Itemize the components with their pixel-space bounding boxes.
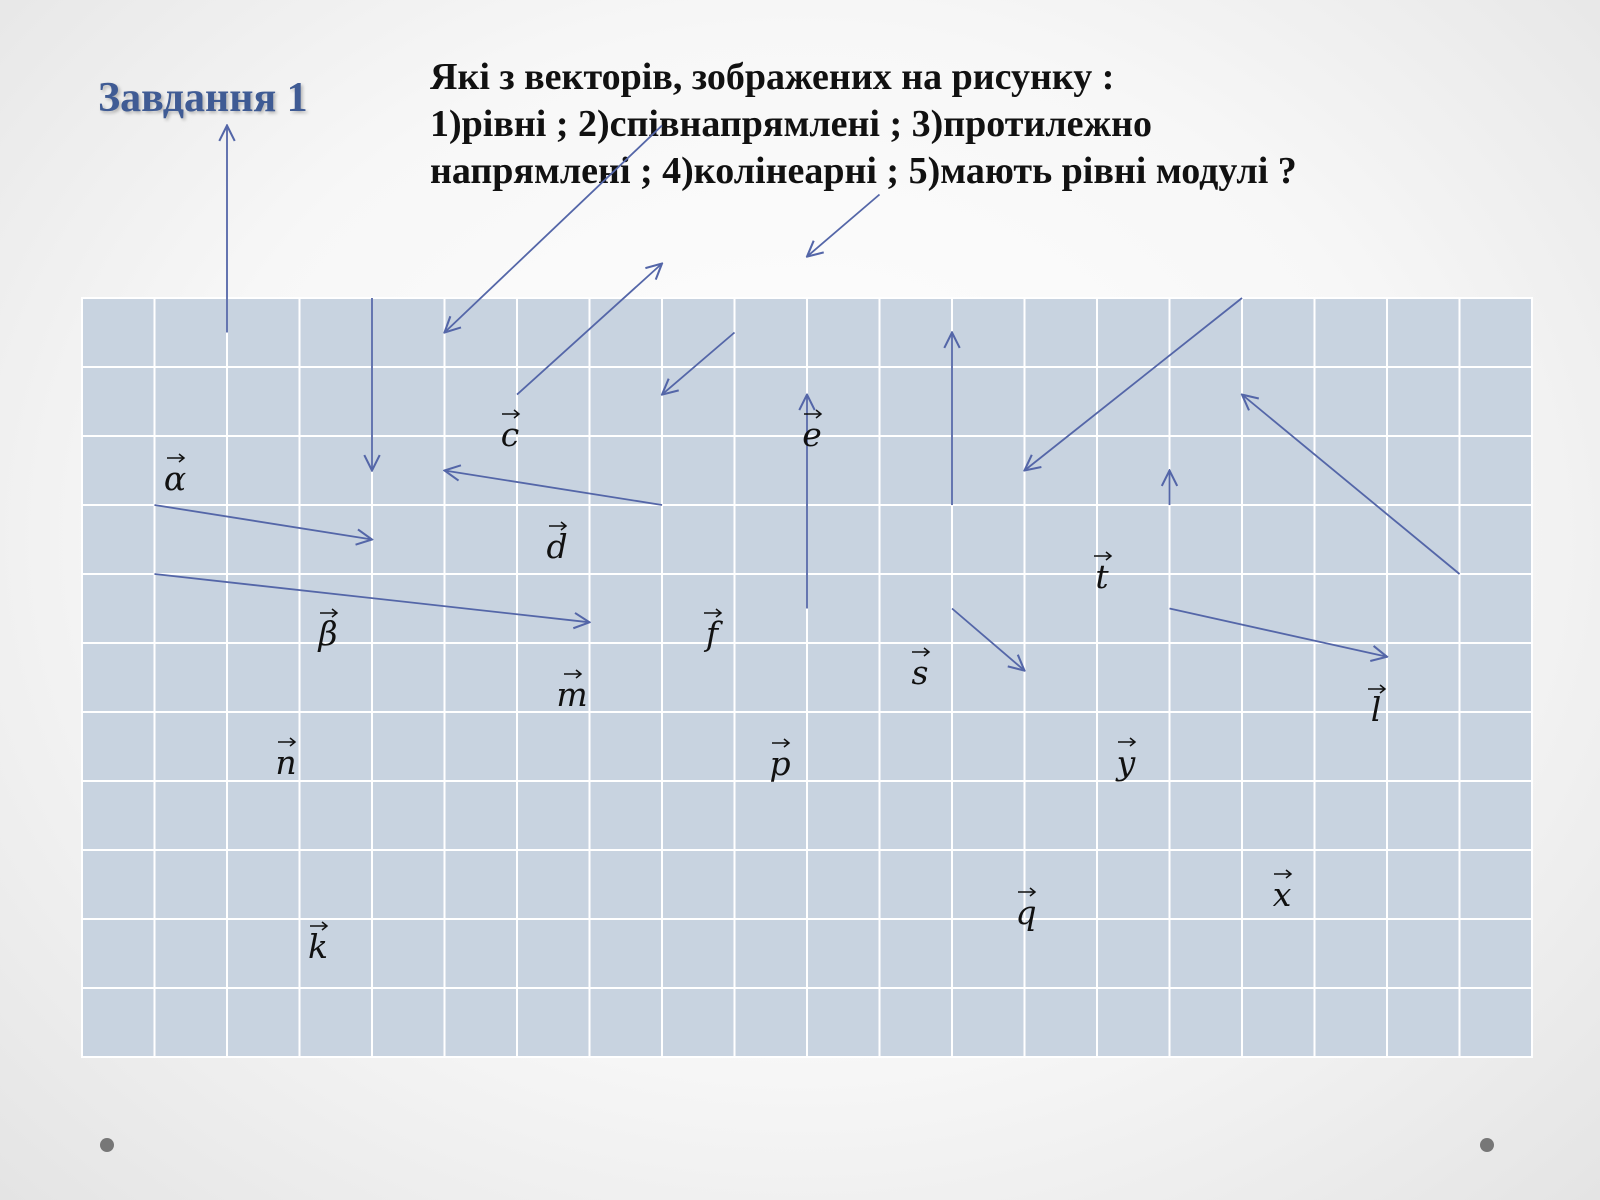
svg-text:q: q xyxy=(1015,893,1037,932)
vector-n-label xyxy=(275,738,296,782)
vector-alpha-label xyxy=(164,454,186,498)
svg-text:p: p xyxy=(769,744,791,783)
vector-y-label xyxy=(1115,738,1136,782)
svg-text:f: f xyxy=(705,614,719,653)
svg-text:x: x xyxy=(1272,875,1292,914)
question-line-2: 1)рівні ; 2)співнапрямлені ; 3)протилежно xyxy=(430,103,1152,145)
svg-text:e: e xyxy=(802,415,822,454)
vector-p-label xyxy=(769,739,790,783)
vector-x-label xyxy=(1273,870,1292,914)
vector-m-label xyxy=(556,670,587,714)
question-line-1: Які з векторів, зображених на рисунку : xyxy=(430,56,1115,98)
svg-text:y: y xyxy=(1116,743,1136,782)
slide-title: Завдання 1 xyxy=(98,75,308,121)
svg-text:α: α xyxy=(163,459,187,498)
vector-beta-label xyxy=(316,609,337,653)
svg-text:d: d xyxy=(546,527,568,566)
svg-text:β: β xyxy=(318,614,338,653)
vector-c-label xyxy=(501,410,519,454)
svg-text:t: t xyxy=(1095,557,1109,596)
vector-q-label xyxy=(1015,888,1036,932)
svg-text:l: l xyxy=(1370,690,1382,729)
vector-e-arrow xyxy=(807,195,880,257)
question-line-3: напрямлені ; 4)колінеарні ; 5)мають рівні модулі ? xyxy=(430,150,1297,192)
vector-s-label xyxy=(912,648,929,692)
svg-text:s: s xyxy=(911,653,929,692)
svg-text:n: n xyxy=(275,743,297,782)
vector-t-label xyxy=(1094,552,1111,596)
vector-d-label xyxy=(546,522,567,566)
svg-text:m: m xyxy=(556,675,588,714)
vector-e-label xyxy=(802,410,822,454)
left-bullet-dot xyxy=(100,1138,114,1152)
svg-text:k: k xyxy=(308,927,328,966)
right-bullet-dot xyxy=(1480,1138,1494,1152)
vector-k-label xyxy=(308,922,328,966)
svg-text:c: c xyxy=(500,415,520,454)
